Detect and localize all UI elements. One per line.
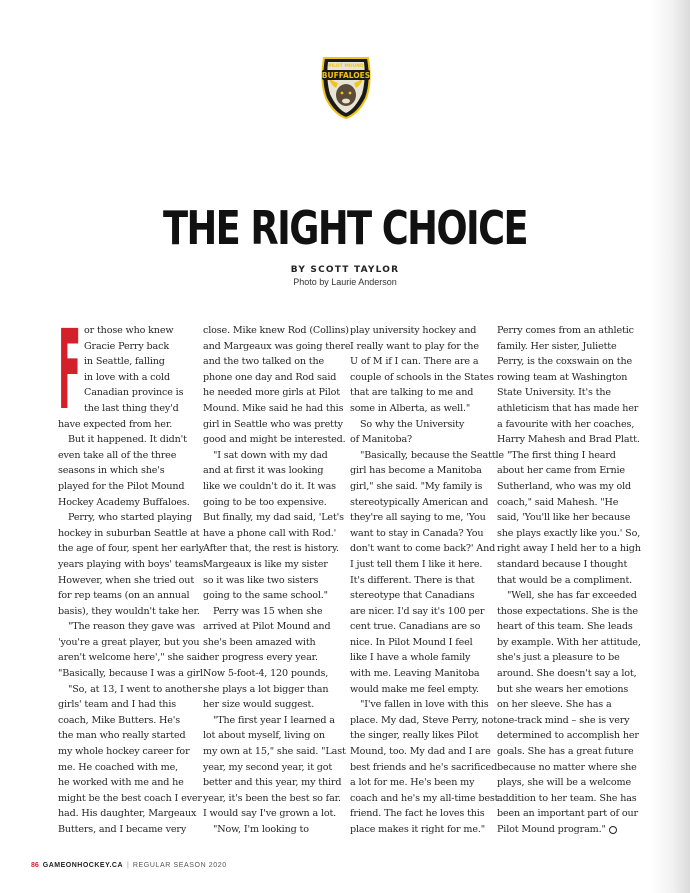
text-line: Mound, too. My dad and I are [350,746,491,758]
text-line: girl has become a Manitoba [350,465,482,477]
page-gutter-shadow [650,0,690,893]
paragraph [497,448,641,588]
paragraph [350,323,494,417]
text-line: Perry was 15 when she [213,605,323,617]
text-line: or those who knew [84,325,174,336]
text-line: "Basically, because I was a girl. [58,668,206,680]
paragraph [58,682,202,838]
text-line: because no matter where she [497,761,637,773]
text-line: she plays a lot bigger than [203,683,329,695]
paragraph [58,432,190,510]
end-mark-icon [609,826,617,834]
text-line: going to be too expensive. [203,496,327,508]
text-line: Now 5-foot-4, 120 pounds, [203,668,329,680]
text-line: girls' team and I had this [58,699,177,711]
text-line: but she wears her emotions [497,683,629,695]
text-line: by example. With her attitude, [497,636,641,648]
text-line: "The reason they gave was [68,621,195,633]
text-line: athleticism that has made her [497,402,639,414]
text-line: rowing team at Washington [497,371,628,383]
text-line: stereotypically American and [350,496,489,508]
text-line: going to the same school." [203,590,328,602]
text-line: with me. Leaving Manitoba [350,668,480,680]
paragraph [58,323,190,432]
text-line: Perry, is the coxswain on the [497,356,632,368]
text-line: they're all saying to me, 'You [350,512,486,524]
text-line: Mound. Mike said he had this [203,402,344,414]
text-line: family. Her sister, Juliette [497,340,617,352]
text-line: State University. It's the [497,387,611,399]
text-line: and the two talked on the [203,356,325,368]
text-line: right away I held her to a high [497,543,641,555]
text-line: cent true. Canadians are so [350,621,481,633]
text-line: the age of four, spent her early [58,543,204,555]
text-line: "Well, she has far exceeded [507,590,637,602]
text-line: in Seattle, falling [84,356,165,368]
text-line: After that, the rest is history. [203,543,339,555]
text-line: me. He coached with me, [58,761,178,773]
text-line: best friends and he's sacrificed [350,761,498,773]
text-line: lot about myself, living on [203,730,325,742]
text-line: coach," said Mahesh. "He [497,496,619,508]
text-line: stereotype that Canadians [350,590,475,602]
text-line: "Now, I'm looking to [213,824,309,835]
text-line: basis), they wouldn't take her. [58,605,200,617]
text-line: she's been amazed with [203,636,316,648]
photo-credit: Photo by Laurie Anderson [293,277,397,287]
text-line: in love with a cold [84,371,170,383]
text-line: been an important part of our [497,808,638,820]
text-line: the man who really started [58,730,186,742]
text-line: heart of this team. She leads [497,621,633,633]
text-line: about her came from Ernie [497,465,625,477]
page-footer [31,862,227,869]
text-line: her size would suggest. [203,699,315,711]
text-line: "The first thing I heard [507,449,616,461]
text-line: years playing with boys' teams. [58,558,207,570]
text-line: Gracie Perry back [84,340,169,352]
text-line: addition to her team. She has [497,792,637,804]
text-line: arrived at Pilot Mound and [203,621,331,633]
buffaloes-logo [314,52,378,120]
footer-separator: | [127,862,129,869]
paragraph [58,619,209,681]
text-line: coach, Mike Butters. He's [58,714,181,726]
text-line: However, when she tried out [58,574,195,586]
text-line: I just tell them I like it here. [350,558,483,570]
text-line: that are talking to me and [350,387,474,399]
text-line: like I have a whole family [350,652,471,664]
paragraph [203,323,351,448]
paragraph [497,323,640,448]
article-column-1 [58,323,209,838]
text-line: said, 'You'll like her because [497,512,631,524]
drop-cap-letter: F [58,326,81,410]
text-line: phone one day and Rod said [203,371,337,383]
paragraph [350,448,504,698]
text-line: Perry comes from an athletic [497,325,634,336]
text-line: want to stay in Canada? You [350,527,484,539]
paragraph [203,604,333,713]
text-line: friend. The fact he loves this [350,808,485,820]
text-line: Canadian province is [84,387,184,399]
paragraph [203,822,333,838]
paragraph [497,588,641,838]
text-line: Margeaux is like my sister [203,558,328,570]
text-line: some in Alberta, as well." [350,402,471,414]
text-line: he needed more girls at Pilot [203,387,340,399]
text-line: Butters, and I became very [58,824,187,835]
text-line: my own at 15," she said. "Last [203,746,346,758]
footer-site: GAMEONHOCKEY.CA [42,862,124,869]
text-line: "I've fallen in love with this [360,699,489,711]
text-line: like we couldn't do it. It was [203,480,336,492]
text-line: and at first it was looking [203,465,324,477]
text-line: those expectations. She is the [497,605,638,617]
paragraph [350,697,499,837]
paragraph [350,417,480,448]
text-line: 'you're a great player, but you [58,636,200,648]
text-line: on her sleeve. She has a [497,699,612,711]
text-line: of Manitoba? [350,434,413,446]
text-line: one-track mind – she is very [497,714,630,726]
text-line: for rep teams (on an annual [58,590,190,602]
paragraph [203,448,344,604]
article-column-2 [203,323,351,838]
text-line: year, my second year, it got [203,761,333,773]
logo-top-text: PILOT MOUND [328,64,364,69]
page-number: 86 [31,862,39,869]
text-line: girl in Seattle who was pretty [203,418,343,430]
article-byline: BY SCOTT TAYLOR [290,265,400,275]
logo-main-text: BUFFALOES [321,71,371,80]
text-line: "So, at 13, I went to another [68,683,202,695]
text-line: couple of schools in the States [350,371,494,383]
article-title: THE RIGHT CHOICE [162,201,528,255]
text-line: Harry Mahesh and Brad Platt. [497,434,640,446]
text-line: determined to accomplish her [497,730,639,742]
text-line: standard because I thought [497,558,628,570]
text-line: place makes it right for me." [350,824,486,835]
text-line: that would be a compliment. [497,574,633,586]
text-line: girl," she said. "My family is [350,480,483,492]
text-line: year, it's been the best so far. [203,792,341,804]
text-line: around. She doesn't say a lot, [497,668,637,680]
article-column-3 [350,323,504,838]
text-line: But finally, my dad said, 'Let's [203,512,344,524]
text-line: the last thing they'd [84,402,179,414]
text-line: "Basically, because the Seattle [360,449,504,461]
text-line: But it happened. It didn't [68,434,187,446]
text-line: and Margeaux was going there [203,340,351,352]
text-line: I really want to play for the [350,340,479,352]
text-line: would make me feel empty. [350,683,479,695]
text-line: she's just a pleasure to be [497,652,620,664]
text-line: even take all of the three [58,449,177,461]
text-line: plays, she will be a welcome [497,777,631,789]
text-line: better and this year, my third [203,777,342,789]
text-line: are nicer. I'd say it's 100 per [350,605,485,617]
text-line: Perry, who started playing [68,512,192,524]
text-line: "I sat down with my dad [213,449,328,461]
text-line: have expected from her. [58,418,173,430]
text-line: nice. In Pilot Mound I feel [350,636,473,648]
article-column-4 [497,323,641,838]
text-line: I would say I've grown a lot. [203,808,337,820]
text-line: "The first year I learned a [213,714,335,726]
text-line: a lot for me. He's been my [350,777,475,789]
text-line: the singer, really likes Pilot [350,730,479,742]
text-line: seasons in which she's [58,465,165,477]
text-line: don't want to come back?' And [350,543,496,555]
text-line: place. My dad, Steve Perry, not [350,714,498,726]
text-line: close. Mike knew Rod (Collins) [203,325,349,336]
text-line: he worked with me and he [58,777,184,789]
text-line: Sutherland, who was my old [497,480,632,492]
text-line: played for the Pilot Mound [58,480,185,492]
text-line: have a phone call with Rod.' [203,527,337,539]
text-line: good and might be interested. [203,434,346,446]
text-line: goals. She has a great future [497,746,634,758]
text-line: aren't welcome here'," she said. [58,652,209,664]
paragraph [58,510,207,619]
text-line: Pilot Mound program." [497,822,627,838]
text-line: U of M if I can. There are a [350,356,479,368]
footer-section: REGULAR SEASON 2020 [132,862,227,869]
text-line: So why the University [360,418,465,430]
text-line: hockey in suburban Seattle at [58,527,200,539]
paragraph [203,713,346,822]
text-line: It's different. There is that [350,574,475,586]
text-line: might be the best coach I ever [58,792,202,804]
text-line: Hockey Academy Buffaloes. [58,496,190,508]
text-line: play university hockey and [350,325,477,336]
text-line: so it was like two sisters [203,574,319,586]
text-line: a favourite with her coaches, [497,418,635,430]
text-line: she plays exactly like you.' So, [497,527,641,539]
text-line: had. His daughter, Margeaux [58,808,197,820]
text-line: my whole hockey career for [58,746,190,758]
text-line: her progress every year. [203,652,318,664]
text-line: coach and he's my all-time best [350,792,499,804]
